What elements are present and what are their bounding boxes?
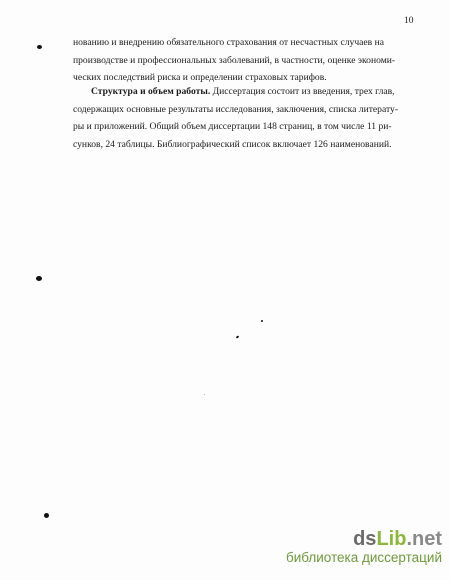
scan-artifact [37, 45, 42, 49]
scan-artifact [44, 513, 49, 518]
scan-artifact [204, 394, 205, 395]
paragraph-structure [73, 83, 412, 153]
page-number: 10 [404, 16, 414, 26]
logo-part-ds: ds [353, 528, 377, 550]
paragraph-continuation [73, 34, 412, 87]
scan-artifact [261, 320, 263, 322]
scan-artifact [236, 335, 240, 338]
text-line: сунков, 24 таблицы. Библиографический список включает 126 наименований. [73, 138, 392, 150]
text-line: ческих последствий риска и определении страховых тарифов. [73, 72, 327, 83]
watermark-subtitle: библиотека диссертаций [285, 550, 442, 565]
text-fragment: Диссертация состоит из введения, трех глав, [210, 86, 395, 97]
text-line [73, 83, 412, 101]
logo-part-net: .net [406, 528, 442, 550]
text-line: содержащих основные результаты исследования, заключения, списка литерату- [73, 103, 399, 115]
text-line: нованию и внедрению обязательного страхования от несчастных случаев на [73, 37, 384, 48]
text-line: производстве и профессиональных заболеваний, в частности, оценке экономи- [73, 54, 396, 66]
text-line: ры и приложений. Общий объем диссертации 148 страниц, в том числе 11 ри- [73, 121, 392, 132]
dslib-logo [262, 528, 442, 550]
scan-artifact [36, 276, 42, 281]
dslib-watermark [262, 528, 442, 566]
logo-part-lib: Lib [376, 528, 407, 550]
section-heading: Структура и объем работы. [91, 86, 211, 97]
